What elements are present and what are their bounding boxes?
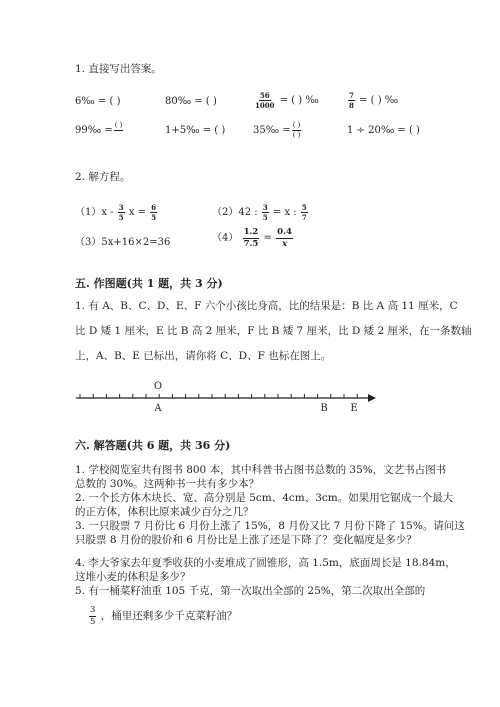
- q1-item-6: 1+5‰ = ( ): [165, 125, 226, 136]
- q1-item-5: 99‰ = ( ): [75, 122, 124, 139]
- q1-item-2: 80‰ = ( ): [165, 96, 217, 107]
- sec6-line-1: 1. 学校阅览室共有图书 800 本，其中科普书占图书总数的 35%，文艺书占图书: [75, 464, 447, 476]
- section-6-heading: 六. 解答题(共 6 题，共 36 分): [75, 439, 231, 452]
- fraction: $\frac{1.2}{7.5}$: [243, 227, 259, 249]
- number-line: [70, 378, 380, 414]
- point-e-label: E: [350, 403, 358, 414]
- fraction: $\frac{6}{5}$: [151, 203, 157, 222]
- fraction: $\frac{7}{8}$: [349, 91, 354, 110]
- sec6-line-5: 3. 一只股票 7 月份比 6 月份上涨了 15%，8 月份又比 7 月份下降了 15%。请问这: [75, 520, 465, 532]
- fraction: $\frac{5}{7}$: [301, 203, 307, 222]
- q1-item-7: 35‰ = $\frac{( )}{( )}$: [253, 121, 301, 139]
- fraction: $\frac{0.4}{x}$: [277, 227, 292, 249]
- sec6-line-2: 总数的 30%。这两种书一共有多少本？: [75, 478, 260, 490]
- sec6-line-8: 这堆小麦的体积是多少？: [75, 571, 191, 583]
- origin-label: O: [153, 381, 163, 392]
- sec5-line-3: 上，A、B、E 已标出，请你将 C、D、F 也标在图上。: [75, 350, 332, 362]
- fraction: $\frac{3}{5}$: [90, 605, 96, 627]
- q1-title: 1. 直接写出答案。: [75, 63, 162, 75]
- sec6-line-6: 只股票 8 月份的股价和 6 月份比是上涨了还是下降了？变化幅度是多少？: [75, 534, 417, 546]
- equation-4: （4） $\frac{1.2}{7.5}$ = $\frac{0.4}{x}$: [212, 227, 292, 249]
- sec5-line-2: 比 D 矮 1 厘米，E 比 B 高 2 厘米，F 比 B 矮 7 厘米，比 D 矮 2 厘米，在一条数轴: [75, 325, 472, 337]
- fraction: $\frac{3}{5}$: [118, 203, 124, 222]
- q1-item-4: $\frac{7}{8}$ = ( ) ‰: [349, 91, 399, 110]
- sec5-line-1: 1. 有 A、B、C、D、E、F 六个小孩比身高，比的结果是：B 比 A 高 11 厘米，C: [75, 300, 458, 312]
- point-b-label: B: [320, 403, 328, 414]
- equation-2: （2）42 : $\frac{3}{5}$ = x : $\frac{5}{7}$: [212, 203, 307, 222]
- fraction: ( ): [114, 121, 123, 129]
- equation-1: （1）x - $\frac{3}{5}$ x = $\frac{6}{5}$: [75, 203, 157, 222]
- q1-item-3: $\frac{56}{1000}$ = ( ) ‰: [255, 91, 319, 110]
- sec6-line-3: 2. 一个长方体木块长、宽、高分别是 5cm、4cm、3cm。如果用它锯成一个最大: [75, 492, 454, 504]
- sec6-line-9: 5. 有一桶菜籽油重 105 千克，第一次取出全部的 25%，第二次取出全部的: [75, 585, 426, 597]
- point-a-label: A: [154, 403, 162, 414]
- fraction: $\frac{56}{1000}$: [255, 91, 275, 110]
- section-5-heading: 五. 作图题(共 1 题，共 3 分): [75, 277, 223, 290]
- fraction: $\frac{( )}{( )}$: [292, 121, 301, 139]
- arrow-head-icon: [368, 394, 376, 402]
- sec6-line-10: $\frac{3}{5}$ ，桶里还剩多少千克菜籽油？: [90, 605, 238, 627]
- q2-title: 2. 解方程。: [75, 171, 131, 183]
- q1-item-8: 1 ÷ 20‰ = ( ): [347, 125, 420, 136]
- q1-item-1: 6‰ = ( ): [75, 96, 121, 107]
- fraction: $\frac{3}{5}$: [262, 203, 268, 222]
- sec6-line-4: 的正方体，体积比原来减少百分之几？: [75, 506, 254, 518]
- equation-3: （3）5x+16×2=36: [75, 237, 171, 248]
- sec6-line-7: 4. 李大爷家去年夏季收获的小麦堆成了圆锥形，高 1.5m，底面周长是 18.84m，: [75, 557, 456, 569]
